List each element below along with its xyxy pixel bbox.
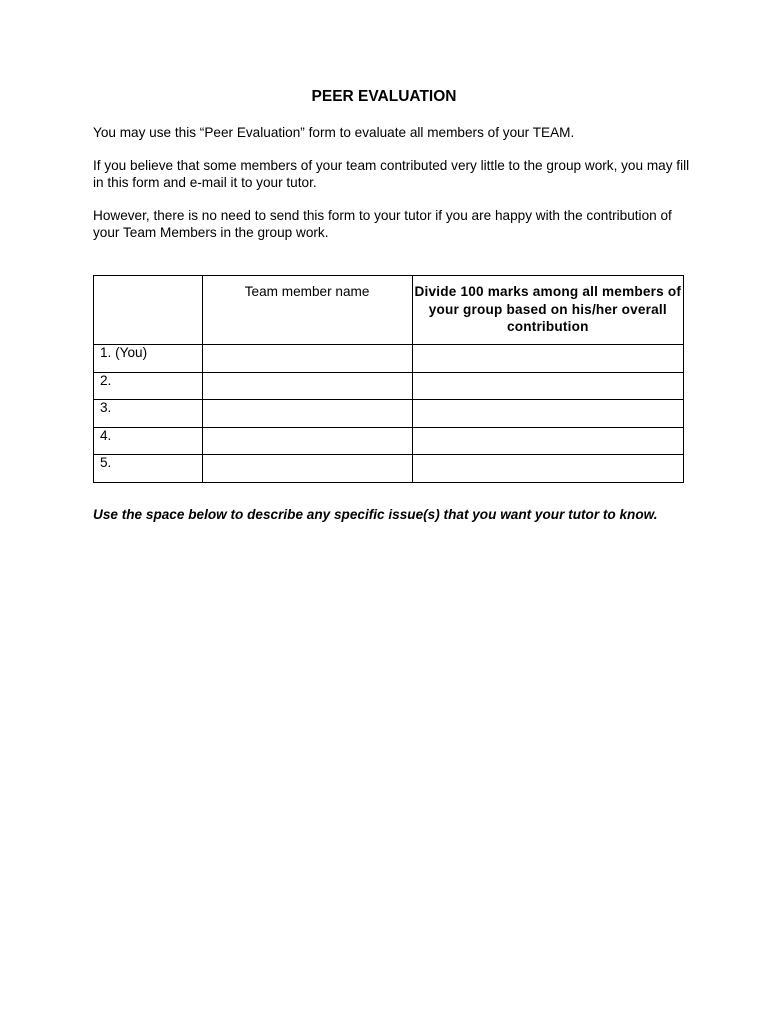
member-name-cell[interactable] bbox=[202, 400, 412, 428]
marks-cell[interactable] bbox=[412, 372, 683, 400]
header-cell-team-member-name: Team member name bbox=[202, 276, 412, 345]
row-label: 1. (You) bbox=[94, 345, 203, 373]
marks-cell[interactable] bbox=[412, 400, 683, 428]
intro-paragraph: You may use this “Peer Evaluation” form to evaluate all members of your TEAM. bbox=[93, 125, 575, 140]
member-name-cell[interactable] bbox=[202, 455, 412, 483]
exemption-paragraph: However, there is no need to send this form to your tutor if you are happy with the contribution of your Team Members in the group work. bbox=[93, 208, 672, 240]
peer-evaluation-table bbox=[93, 275, 684, 483]
table-row bbox=[94, 400, 684, 428]
table-header-row bbox=[94, 276, 684, 345]
member-name-cell[interactable] bbox=[202, 427, 412, 455]
marks-cell[interactable] bbox=[412, 427, 683, 455]
row-label: 4. bbox=[94, 427, 203, 455]
marks-cell[interactable] bbox=[412, 345, 683, 373]
table-row bbox=[94, 427, 684, 455]
member-name-cell[interactable] bbox=[202, 372, 412, 400]
page-title: PEER EVALUATION bbox=[311, 88, 457, 105]
row-label: 5. bbox=[94, 455, 203, 483]
row-label: 2. bbox=[94, 372, 203, 400]
member-name-cell[interactable] bbox=[202, 345, 412, 373]
table-row bbox=[94, 345, 684, 373]
instruction-paragraph: If you believe that some members of your team contributed very little to the group work, you may fill in this form and e-mail it to your tutor. bbox=[93, 158, 690, 190]
header-cell-blank bbox=[94, 276, 203, 345]
table-row bbox=[94, 372, 684, 400]
table-row bbox=[94, 455, 684, 483]
marks-cell[interactable] bbox=[412, 455, 683, 483]
header-cell-marks: Divide 100 marks among all members of your group based on his/her overall contribution bbox=[412, 276, 683, 345]
row-label: 3. bbox=[94, 400, 203, 428]
issues-note: Use the space below to describe any specific issue(s) that you want your tutor to know. bbox=[93, 507, 658, 522]
